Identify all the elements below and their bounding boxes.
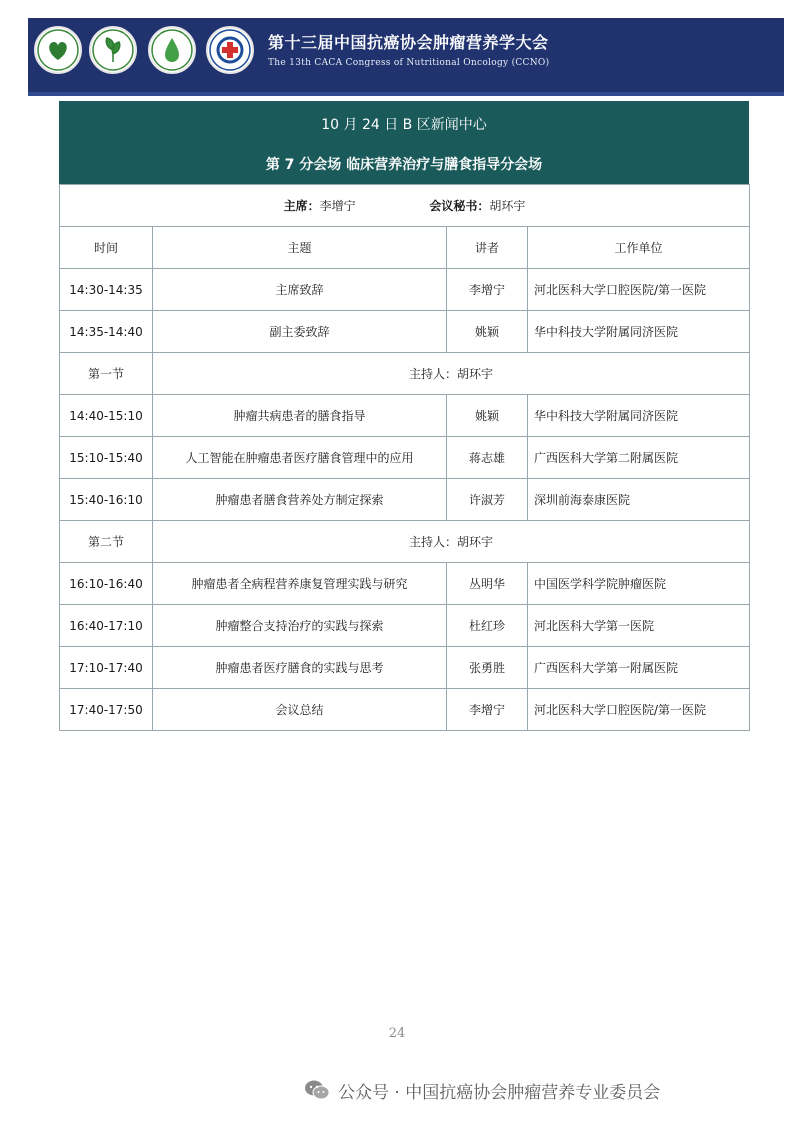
cell-org: 广西医科大学第一附属医院 — [528, 647, 750, 689]
chair-name: 李增宁 — [319, 199, 356, 213]
section-label: 第二节 — [60, 521, 153, 563]
cell-speaker: 许淑芳 — [447, 479, 528, 521]
section-row — [60, 521, 750, 563]
cell-topic: 副主委致辞 — [153, 311, 447, 353]
cell-org: 深圳前海泰康医院 — [528, 479, 750, 521]
section-row — [60, 353, 750, 395]
banner-title: 第十三届中国抗癌协会肿瘤营养学大会 — [268, 33, 549, 52]
chair-label: 主席： — [283, 199, 320, 213]
cell-speaker: 蒋志雄 — [447, 437, 528, 479]
cell-topic: 人工智能在肿瘤患者医疗膳食管理中的应用 — [153, 437, 447, 479]
cell-time: 15:40-16:10 — [60, 479, 153, 521]
table-header-row — [60, 227, 750, 269]
table-row — [60, 689, 750, 731]
cell-time: 16:40-17:10 — [60, 605, 153, 647]
cell-topic: 肿瘤整合支持治疗的实践与探索 — [153, 605, 447, 647]
cell-topic: 肿瘤患者膳食营养处方制定探索 — [153, 479, 447, 521]
cell-org: 河北医科大学口腔医院/第一医院 — [528, 269, 750, 311]
cell-time: 14:30-14:35 — [60, 269, 153, 311]
table-row — [60, 563, 750, 605]
header-org: 工作单位 — [528, 227, 750, 269]
logo-drop-icon — [148, 26, 196, 74]
cell-speaker: 丛明华 — [447, 563, 528, 605]
cell-topic: 会议总结 — [153, 689, 447, 731]
cell-topic: 主席致辞 — [153, 269, 447, 311]
header-time: 时间 — [60, 227, 153, 269]
cell-speaker: 姚颖 — [447, 395, 528, 437]
wechat-icon — [304, 1079, 330, 1101]
cell-topic: 肿瘤患者医疗膳食的实践与思考 — [153, 647, 447, 689]
header-topic: 主题 — [153, 227, 447, 269]
section-host: 主持人：胡环宇 — [153, 521, 750, 563]
cell-speaker: 张勇胜 — [447, 647, 528, 689]
cell-speaker: 杜红珍 — [447, 605, 528, 647]
secretary-name: 胡环宇 — [489, 199, 526, 213]
schedule-table — [59, 184, 750, 731]
cell-org: 河北医科大学口腔医院/第一医院 — [528, 689, 750, 731]
cell-org: 河北医科大学第一医院 — [528, 605, 750, 647]
session-name: 第 7 分会场 临床营养治疗与膳食指导分会场 — [265, 157, 543, 173]
officers-row — [60, 185, 750, 227]
cell-speaker: 姚颖 — [447, 311, 528, 353]
table-row — [60, 437, 750, 479]
header-banner — [28, 18, 784, 96]
cell-topic: 肿瘤共病患者的膳食指导 — [153, 395, 447, 437]
cell-org: 中国医学科学院肿瘤医院 — [528, 563, 750, 605]
table-row — [60, 605, 750, 647]
cell-time: 17:10-17:40 — [60, 647, 153, 689]
logo-heart-icon — [34, 26, 82, 74]
cell-time: 14:35-14:40 — [60, 311, 153, 353]
session-header — [59, 101, 749, 184]
session-date-location: 10 月 24 日 B 区新闻中心 — [321, 117, 487, 133]
header-speaker: 讲者 — [447, 227, 528, 269]
watermark-text: 公众号 · 中国抗癌协会肿瘤营养专业委员会 — [338, 1082, 661, 1103]
section-host: 主持人：胡环宇 — [153, 353, 750, 395]
cell-speaker: 李增宁 — [447, 689, 528, 731]
page-number: 24 — [388, 1026, 406, 1041]
table-row — [60, 269, 750, 311]
banner-subtitle: The 13th CACA Congress of Nutritional Oncology (CCNO) — [268, 58, 550, 68]
cell-time: 17:40-17:50 — [60, 689, 153, 731]
section-label: 第一节 — [60, 353, 153, 395]
table-row — [60, 395, 750, 437]
table-row — [60, 311, 750, 353]
logo-cross-icon — [206, 26, 254, 74]
table-row — [60, 479, 750, 521]
secretary-label: 会议秘书： — [429, 199, 490, 213]
cell-time: 16:10-16:40 — [60, 563, 153, 605]
cell-org: 广西医科大学第二附属医院 — [528, 437, 750, 479]
cell-topic: 肿瘤患者全病程营养康复管理实践与研究 — [153, 563, 447, 605]
watermark — [304, 1075, 660, 1105]
logo-leaf-icon — [89, 26, 137, 74]
cell-time: 15:10-15:40 — [60, 437, 153, 479]
table-row — [60, 647, 750, 689]
cell-speaker: 李增宁 — [447, 269, 528, 311]
cell-org: 华中科技大学附属同济医院 — [528, 311, 750, 353]
cell-org: 华中科技大学附属同济医院 — [528, 395, 750, 437]
cell-time: 14:40-15:10 — [60, 395, 153, 437]
